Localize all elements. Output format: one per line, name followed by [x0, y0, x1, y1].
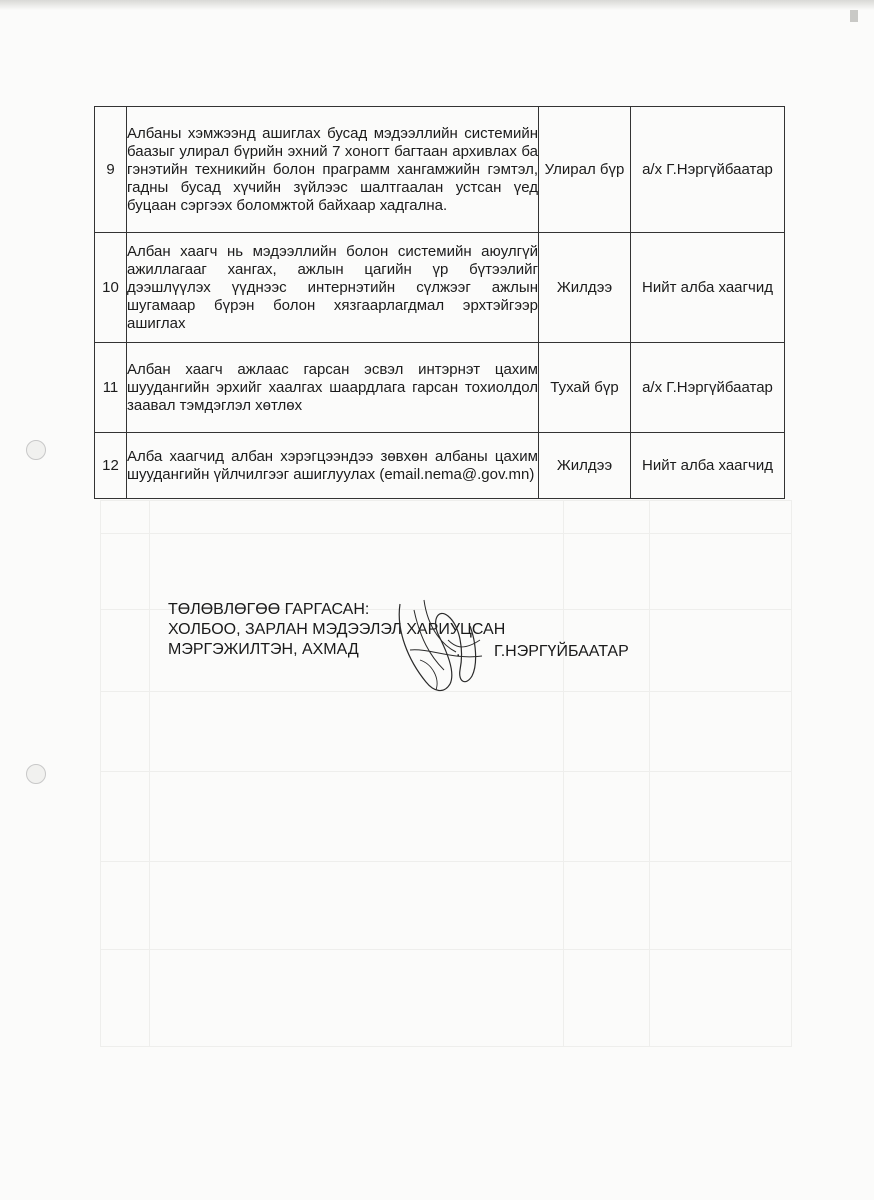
- corner-mark: [850, 10, 858, 22]
- prepared-by-label: ТӨЛӨВЛӨГӨӨ ГАРГАСАН:: [168, 601, 370, 618]
- page-edge: [0, 0, 874, 10]
- responsible-cell: Нийт алба хаагчид: [631, 433, 785, 499]
- table-row: [95, 107, 785, 233]
- responsible-cell: Нийт алба хаагчид: [631, 233, 785, 343]
- row-number: 10: [95, 233, 127, 343]
- period-cell: Жилдээ: [539, 433, 631, 499]
- punch-hole-bottom: [26, 764, 46, 784]
- table-row: [95, 433, 785, 499]
- row-number: 11: [95, 343, 127, 433]
- task-description: Албан хаагч нь мэдээллийн болон системийн аюулгүй ажиллагааг хангах, ажлын цагийн үр бүтээлийг дээшлүүлэх үүднээс интернэтийн сүлжээг ажлын шугамаар бүрэн болон хязгаарлагдмал эрхтэйгээр ашиглах: [127, 233, 539, 343]
- rank-line: МЭРГЭЖИЛТЭН, АХМАД: [168, 641, 359, 658]
- task-description: Албан хаагч ажлаас гарсан эсвэл интэрнэт цахим шуудангийн эрхийг хаалгах шаардлага гарсан тохиолдол заавал тэмдэглэл хөтлөх: [127, 343, 539, 433]
- responsible-cell: а/х Г.Нэргүйбаатар: [631, 107, 785, 233]
- signature-separator: .: [456, 643, 461, 660]
- plan-table: [94, 106, 785, 499]
- signer-name: Г.НЭРГҮЙБААТАР: [494, 643, 629, 660]
- row-number: 9: [95, 107, 127, 233]
- table-row: [95, 343, 785, 433]
- task-description: Албаны хэмжээнд ашиглах бусад мэдээллийн системийн баазыг улирал бүрийн эхний 7 хоногт багтаан архивлах ба гэнэтийн техникийн болон праграмм хангамжийн гэмтэл, гадны бусад хүчийн зүйлээс шалтгаалан устсан үед буцаан сэргээх боломжтой байхаар хадгална.: [127, 107, 539, 233]
- bleed-through-table: [100, 500, 792, 1047]
- task-description: Алба хаагчид албан хэрэгцээндээ зөвхөн албаны цахим шуудангийн үйлчилгээг ашиглуулах (email.nema@.gov.mn): [127, 433, 539, 499]
- punch-hole-top: [26, 440, 46, 460]
- row-number: 12: [95, 433, 127, 499]
- period-cell: Тухай бүр: [539, 343, 631, 433]
- handwritten-signature: [390, 590, 490, 700]
- period-cell: Жилдээ: [539, 233, 631, 343]
- table-row: [95, 233, 785, 343]
- responsible-cell: а/х Г.Нэргүйбаатар: [631, 343, 785, 433]
- period-cell: Улирал бүр: [539, 107, 631, 233]
- position-line: ХОЛБОО, ЗАРЛАН МЭДЭЭЛЭЛ ХАРИУЦСАН: [168, 621, 506, 638]
